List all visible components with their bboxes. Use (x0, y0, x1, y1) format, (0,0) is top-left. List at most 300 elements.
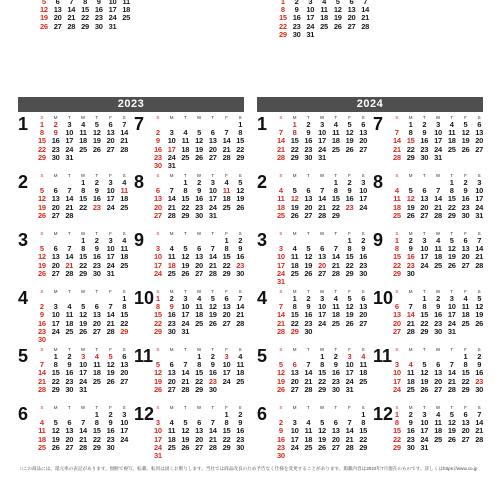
day-cell (431, 444, 445, 452)
day-cell: 11 (277, 194, 285, 204)
day-cell: 16 (359, 252, 368, 262)
day-cell: 15 (81, 5, 89, 15)
month-block (257, 228, 370, 288)
day-cell: 27 (51, 268, 60, 278)
day-cell: 26 (406, 210, 415, 220)
day-cell: 22 (318, 376, 326, 386)
day-cell: 15 (37, 136, 46, 146)
day-cell: 30 (276, 451, 285, 461)
day-cell: 6 (122, 352, 127, 361)
month-number: 11 (373, 346, 393, 366)
day-cell: 15 (345, 252, 354, 262)
week-row (390, 328, 486, 336)
day-cell: 21 (304, 376, 313, 386)
weekday-label: T (183, 347, 187, 352)
day-cell: 31 (318, 152, 326, 162)
day-cell: 10 (420, 244, 429, 254)
day-cell: 27 (475, 144, 484, 154)
day-cell: 20 (290, 376, 299, 386)
weekday-label: S (477, 231, 481, 236)
day-cell: 12 (37, 194, 46, 204)
day-cell: 15 (79, 252, 87, 262)
day-cell: 31 (420, 442, 429, 452)
month-number: 8 (373, 172, 384, 192)
day-cell: 2 (108, 410, 113, 419)
weekday-label: M (169, 347, 174, 352)
weekday-label: S (40, 289, 44, 294)
day-cell: 16 (406, 252, 415, 262)
weekday-label: M (169, 289, 174, 294)
day-cell: 3 (155, 244, 160, 254)
day-cell: 1 (155, 294, 160, 303)
day-cell: 19 (236, 194, 245, 204)
day-cell: 27 (208, 152, 217, 162)
day-cell: 28 (106, 326, 115, 336)
day-cell: 14 (304, 368, 313, 378)
day-cell: 4 (333, 294, 338, 303)
day-cell: 17 (120, 426, 129, 436)
day-cell: 7 (278, 302, 283, 312)
day-cell: 6 (292, 360, 297, 370)
day-cell: 3 (394, 360, 399, 370)
day-cell: 7 (69, 0, 74, 6)
day-cell: 1 (449, 178, 454, 187)
weekday-label: F (109, 173, 112, 178)
weekday-label: M (292, 289, 297, 294)
day-cell (90, 336, 104, 344)
day-cell: 25 (92, 376, 101, 386)
day-cell: 11 (120, 244, 128, 254)
day-cell: 10 (447, 302, 456, 312)
weekday-label: T (183, 115, 187, 120)
day-cell: 28 (304, 384, 313, 394)
month-number: 1 (257, 114, 268, 134)
weekday-label: F (464, 231, 467, 236)
day-cell: 8 (333, 186, 338, 196)
weekday-label: M (408, 347, 413, 352)
day-cell: 10 (106, 244, 115, 254)
day-cell: 14 (208, 252, 217, 262)
day-cell (459, 154, 473, 162)
weekday-label: W (319, 289, 325, 294)
day-cell: 19 (39, 13, 48, 23)
day-cell: 28 (120, 144, 129, 154)
day-cell: 9 (67, 360, 72, 370)
day-cell: 23 (195, 202, 203, 212)
day-cell: 31 (106, 268, 115, 278)
day-cell: 5 (449, 410, 454, 419)
week-row (151, 386, 247, 394)
day-cell: 29 (392, 442, 401, 452)
day-cell: 12 (406, 194, 415, 204)
day-cell: 26 (181, 442, 190, 452)
day-cell: 19 (345, 310, 354, 320)
day-cell: 10 (306, 5, 315, 15)
month-number: 3 (257, 230, 268, 250)
day-cell: 18 (331, 136, 340, 146)
month-block (18, 228, 131, 288)
day-cell: 11 (236, 360, 244, 370)
day-cell: 13 (65, 426, 74, 436)
day-cell: 22 (222, 260, 231, 270)
weekday-label: F (348, 115, 351, 120)
day-cell: 20 (359, 310, 368, 320)
day-cell: 24 (434, 144, 442, 154)
day-cell: 22 (359, 434, 368, 444)
day-cell: 4 (361, 352, 366, 361)
week-row (35, 154, 131, 162)
day-cell: 23 (331, 376, 340, 386)
month-grid (151, 405, 247, 460)
day-cell: 17 (420, 426, 429, 436)
day-cell (345, 31, 359, 39)
day-cell: 15 (51, 368, 60, 378)
weekday-label: S (477, 289, 481, 294)
month-grid (151, 347, 247, 394)
day-cell: 13 (304, 194, 313, 204)
day-cell: 5 (41, 0, 46, 6)
day-cell: 23 (236, 260, 245, 270)
day-cell: 3 (169, 128, 174, 138)
day-cell: 12 (153, 368, 162, 378)
day-cell: 9 (39, 310, 44, 320)
day-cell: 4 (333, 120, 338, 129)
day-cell: 17 (306, 13, 315, 23)
day-cell: 6 (197, 244, 201, 254)
day-cell: 9 (238, 418, 243, 428)
day-cell: 31 (306, 29, 315, 39)
day-cell: 15 (153, 310, 162, 320)
day-cell: 31 (434, 152, 442, 162)
day-cell: 7 (169, 186, 174, 196)
day-cell: 20 (153, 202, 162, 212)
day-cell: 30 (65, 384, 74, 394)
day-cell: 27 (195, 442, 203, 452)
day-cell: 16 (94, 5, 103, 15)
day-cell (165, 452, 179, 460)
day-cell (206, 452, 220, 460)
day-cell: 26 (236, 202, 245, 212)
day-cell (459, 328, 473, 336)
day-cell: 20 (92, 318, 101, 328)
day-cell: 5 (335, 0, 340, 6)
day-cell: 17 (208, 194, 217, 204)
day-cell: 16 (304, 136, 313, 146)
day-cell: 26 (276, 384, 285, 394)
day-cell: 1 (197, 352, 201, 361)
month-grid (274, 231, 370, 286)
day-cell: 20 (208, 144, 217, 154)
day-cell (76, 212, 90, 220)
weekday-label: F (464, 289, 467, 294)
day-cell: 16 (461, 194, 470, 204)
day-cell: 4 (122, 236, 127, 245)
day-cell: 28 (167, 210, 176, 220)
day-cell: 28 (361, 21, 370, 31)
day-cell: 21 (37, 376, 46, 386)
day-cell: 6 (436, 360, 440, 370)
month-number: 5 (18, 346, 29, 366)
day-cell: 4 (197, 294, 201, 303)
day-cell: 6 (463, 236, 468, 245)
day-cell: 28 (434, 210, 442, 220)
day-cell: 16 (51, 136, 60, 146)
day-cell: 26 (333, 21, 342, 31)
weekday-label: S (395, 405, 399, 410)
day-cell: 13 (222, 302, 231, 312)
day-cell: 7 (278, 128, 283, 138)
day-cell: 4 (169, 418, 174, 428)
day-cell: 17 (345, 368, 354, 378)
year-header: 2023 (18, 97, 244, 112)
day-cell (315, 278, 329, 286)
weekday-label: T (450, 173, 454, 178)
day-cell: 30 (51, 152, 60, 162)
day-cell: 6 (169, 360, 174, 370)
day-cell: 9 (436, 302, 440, 312)
day-cell: 10 (276, 252, 285, 262)
day-cell: 16 (236, 426, 245, 436)
weekday-label: T (211, 231, 215, 236)
day-cell: 3 (278, 244, 283, 254)
day-cell: 27 (304, 210, 313, 220)
day-cell: 2 (408, 236, 413, 245)
day-cell: 28 (447, 384, 456, 394)
day-cell: 26 (345, 318, 354, 328)
day-cell: 6 (306, 186, 311, 196)
weekday-label: T (183, 231, 187, 236)
day-cell: 26 (475, 318, 484, 328)
day-cell: 9 (361, 244, 366, 254)
day-cell (220, 212, 234, 220)
day-cell: 12 (276, 368, 285, 378)
day-cell: 6 (108, 120, 113, 129)
day-cell: 18 (65, 318, 74, 328)
day-cell: 3 (155, 418, 160, 428)
day-cell (220, 386, 234, 394)
week-row (390, 270, 486, 278)
day-cell: 6 (197, 418, 201, 428)
day-cell (301, 452, 315, 460)
weekday-label: S (156, 173, 160, 178)
day-cell: 15 (92, 426, 101, 436)
day-cell: 5 (347, 120, 352, 129)
day-cell: 25 (222, 202, 231, 212)
weekday-label: M (53, 347, 58, 352)
day-cell: 13 (347, 5, 356, 15)
weekday-label: W (435, 231, 441, 236)
day-cell: 30 (331, 384, 340, 394)
day-cell: 19 (447, 252, 456, 262)
day-cell: 21 (208, 260, 217, 270)
day-cell: 22 (92, 434, 101, 444)
day-cell: 27 (53, 21, 62, 31)
day-cell: 20 (359, 136, 368, 146)
weekday-label: M (408, 405, 413, 410)
month-number: 4 (18, 288, 29, 308)
month-grid (274, 405, 370, 460)
day-cell: 31 (345, 384, 354, 394)
weekday-label: M (292, 405, 297, 410)
month-number: 5 (257, 346, 268, 366)
week-row (35, 328, 131, 336)
day-cell: 1 (224, 236, 229, 245)
week-row (390, 436, 486, 444)
weekday-label: T (450, 405, 454, 410)
day-cell (356, 328, 370, 336)
day-cell: 26 (304, 268, 313, 278)
day-cell: 16 (65, 368, 74, 378)
day-cell: 4 (436, 236, 440, 245)
day-cell: 10 (108, 0, 117, 6)
day-cell: 25 (359, 376, 368, 386)
month-grid (151, 289, 247, 336)
day-cell: 24 (120, 434, 129, 444)
day-cell: 7 (210, 418, 215, 428)
day-cell: 18 (276, 202, 285, 212)
day-cell: 16 (153, 144, 162, 154)
day-cell: 27 (359, 318, 368, 328)
day-cell: 9 (477, 360, 482, 370)
day-cell: 6 (94, 302, 99, 312)
day-cell: 2 (94, 178, 99, 187)
day-cell: 14 (406, 310, 415, 320)
day-cell: 1 (94, 410, 99, 419)
month-block (257, 344, 370, 404)
month-number: 10 (373, 288, 394, 308)
month-block (373, 170, 486, 230)
weekday-label: S (279, 115, 283, 120)
day-cell: 2 (197, 178, 201, 187)
day-cell: 8 (292, 128, 297, 138)
weekday-label: W (319, 231, 325, 236)
day-cell (329, 278, 343, 286)
day-cell: 17 (276, 260, 285, 270)
day-cell: 24 (65, 144, 74, 154)
day-cell: 26 (106, 376, 115, 386)
weekday-label: T (334, 231, 338, 236)
day-cell: 12 (304, 252, 313, 262)
day-cell: 12 (318, 426, 326, 436)
day-cell: 9 (94, 244, 99, 254)
day-cell (220, 162, 234, 170)
week-row (151, 328, 247, 336)
day-cell: 27 (120, 376, 129, 386)
weekday-label: T (211, 173, 215, 178)
day-cell: 27 (434, 384, 442, 394)
day-cell: 14 (167, 194, 176, 204)
day-cell: 21 (318, 202, 326, 212)
weekday-label: S (122, 289, 126, 294)
weekday-label: F (464, 405, 467, 410)
day-cell: 24 (276, 268, 285, 278)
day-cell: 21 (106, 318, 115, 328)
day-cell: 3 (210, 178, 215, 187)
day-cell: 7 (363, 0, 368, 6)
day-cell: 14 (361, 5, 370, 15)
day-cell: 16 (106, 426, 115, 436)
day-cell: 17 (79, 368, 87, 378)
day-cell: 21 (236, 310, 245, 320)
day-cell: 9 (94, 186, 99, 196)
day-cell: 17 (318, 310, 326, 320)
day-cell: 8 (197, 360, 201, 370)
day-cell: 5 (238, 178, 243, 187)
day-cell: 5 (278, 360, 283, 370)
day-cell: 6 (210, 128, 215, 138)
day-cell: 3 (361, 178, 366, 187)
weekday-label: F (109, 289, 112, 294)
day-cell: 1 (39, 120, 44, 129)
day-cell (459, 270, 473, 278)
day-cell: 28 (276, 326, 285, 336)
day-cell: 12 (208, 302, 217, 312)
weekday-label: T (67, 289, 71, 294)
day-cell: 29 (461, 384, 470, 394)
day-cell: 22 (406, 144, 415, 154)
day-cell (233, 162, 247, 170)
day-cell: 13 (51, 194, 60, 204)
day-cell: 19 (181, 434, 190, 444)
day-cell: 11 (332, 302, 340, 312)
day-cell: 29 (79, 268, 87, 278)
day-cell: 17 (290, 434, 299, 444)
week-row (151, 212, 247, 220)
day-cell: 19 (51, 434, 60, 444)
day-cell: 28 (475, 260, 484, 270)
day-cell: 2 (169, 294, 174, 303)
month-grid (390, 173, 486, 220)
day-cell: 25 (181, 152, 190, 162)
weekday-label: W (80, 405, 86, 410)
day-cell: 23 (359, 260, 368, 270)
day-cell: 27 (153, 210, 162, 220)
day-cell: 17 (65, 136, 74, 146)
month-block (373, 228, 486, 288)
day-cell (233, 452, 247, 460)
day-cell: 5 (422, 360, 427, 370)
day-cell: 4 (436, 410, 440, 419)
week-row (151, 452, 247, 460)
day-cell: 9 (108, 418, 113, 428)
day-cell: 1 (53, 352, 58, 361)
day-cell: 12 (106, 360, 115, 370)
day-cell: 15 (79, 194, 87, 204)
month-number: 2 (18, 172, 29, 192)
month-number: 1 (18, 114, 29, 134)
day-cell: 11 (448, 128, 456, 138)
day-cell: 19 (318, 434, 326, 444)
day-cell (117, 154, 131, 162)
day-cell: 27 (461, 434, 470, 444)
previous-year-strip (20, 0, 480, 65)
day-cell: 14 (222, 136, 231, 146)
month-grid (35, 115, 131, 162)
day-cell: 4 (408, 360, 413, 370)
day-cell: 5 (197, 128, 201, 138)
month-block (18, 402, 131, 462)
weekday-label: F (109, 115, 112, 120)
day-cell: 28 (392, 152, 401, 162)
day-cell: 10 (475, 186, 484, 196)
day-cell: 1 (292, 294, 297, 303)
day-cell: 23 (475, 376, 484, 386)
day-cell: 12 (290, 194, 299, 204)
day-cell (343, 212, 357, 220)
day-cell: 11 (122, 0, 130, 6)
day-cell: 1 (238, 120, 243, 129)
day-cell: 12 (79, 310, 87, 320)
